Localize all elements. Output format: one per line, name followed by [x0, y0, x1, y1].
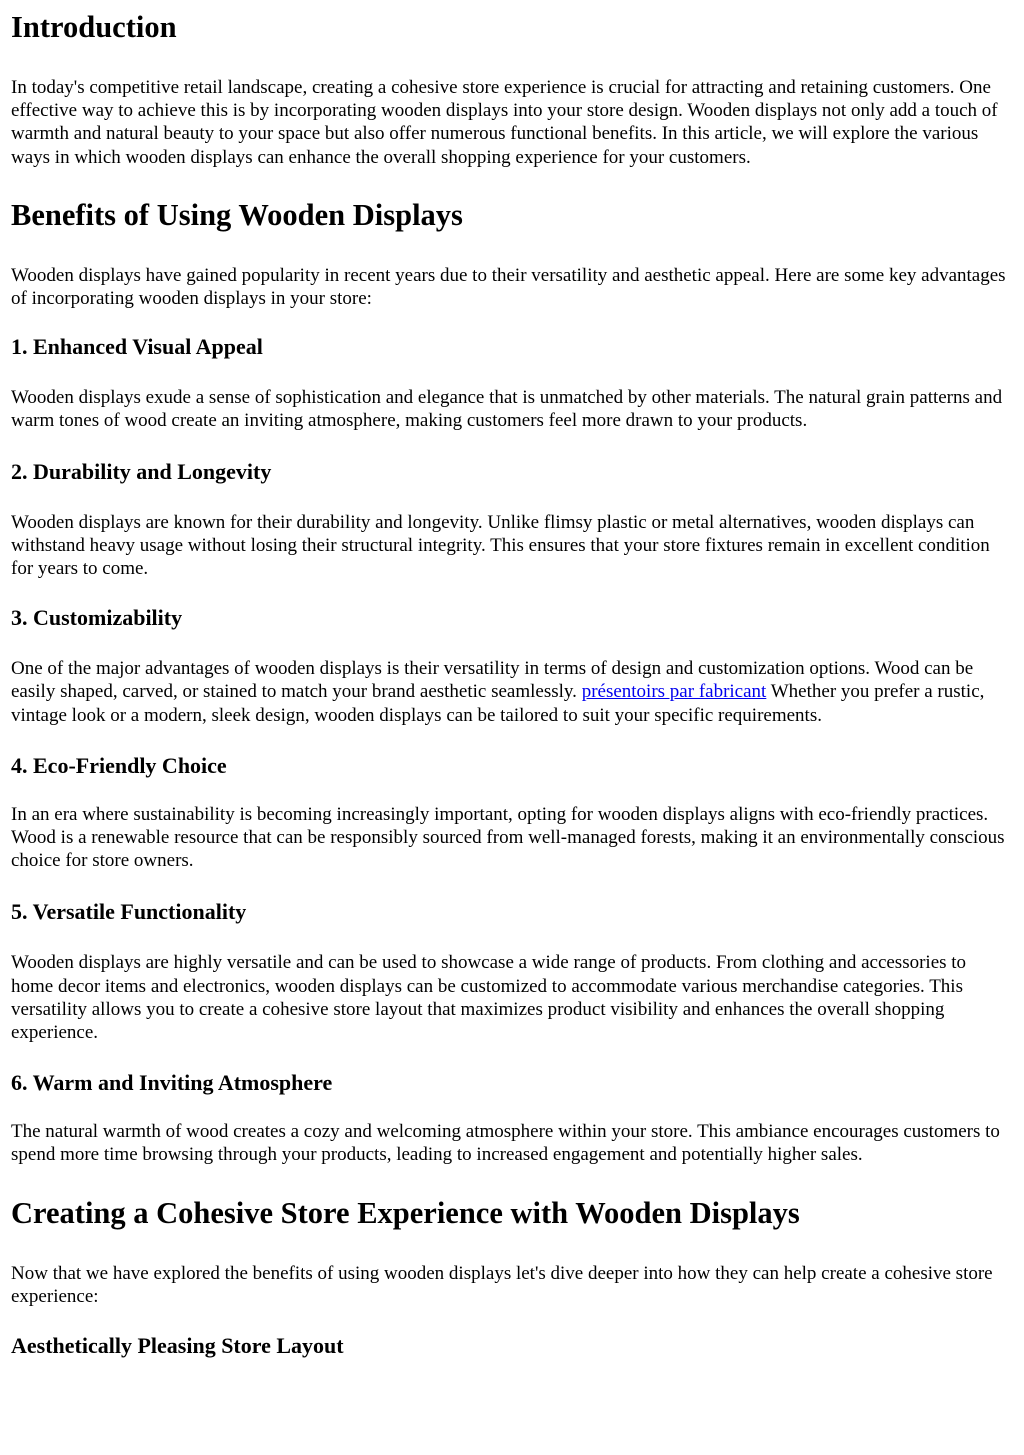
- benefits-paragraph: Wooden displays have gained popularity in recent years due to their versatility and aesthetic appeal. Here are some key advantages of incorporating wooden displays in your store:: [11, 264, 1006, 310]
- benefit-6-text: The natural warmth of wood creates a cozy and welcoming atmosphere within your store. This ambiance encourages customers to spend more time browsing through your products, leading to increased engagement and potentially higher sales.: [11, 1121, 1000, 1166]
- benefit-1-text: Wooden displays exude a sense of sophistication and elegance that is unmatched by other materials. The natural grain patterns and warm tones of wood create an inviting atmosphere, making customers feel more drawn to your products.: [11, 387, 1003, 432]
- benefit-4-title: 4. Eco-Friendly Choice: [11, 752, 227, 778]
- benefit-5-text: Wooden displays are highly versatile and can be used to showcase a wide range of products. From clothing and accessories to home decor items and electronics, wooden displays can be customized to accommodate various merchandise categories. This versatility allows you to create a cohesive store layout that maximizes product visibility and enhances the overall shopping experience.: [11, 952, 967, 1044]
- cohesive-paragraph: Now that we have explored the benefits of using wooden displays let's dive deeper into how they can help create a cohesive store experience:: [11, 1262, 993, 1307]
- benefits-heading: Benefits of Using Wooden Displays: [11, 197, 463, 232]
- benefit-5-title: 5. Versatile Functionality: [11, 899, 247, 925]
- intro-paragraph: In today's competitive retail landscape, creating a cohesive store experience is crucial for attracting and retaining customers. One effective way to achieve this is by incorporating wooden displays into your store design. Wooden displays not only add a touch of warmth and natural beauty to your space but also offer numerous functional benefits. In this article, we will explore the various ways in which wooden displays can enhance the overall shopping experience for your customers.: [11, 77, 998, 168]
- intro-heading: Introduction: [11, 10, 177, 44]
- benefit-6-title: 6. Warm and Inviting Atmosphere: [11, 1070, 333, 1096]
- benefit-4-text: In an era where sustainability is becoming increasingly important, opting for wooden displays aligns with eco-friendly practices. Wood is a renewable resource that can be responsibly sourced from well-managed forests, making it an environmentally conscious choice for store owners.: [11, 803, 1005, 872]
- benefit-2-text: Wooden displays are known for their durability and longevity. Unlike flimsy plastic or metal alternatives, wooden displays can withstand heavy usage without losing their structural integrity. This ensures that your store fixtures remain in excellent condition for years to come.: [11, 511, 990, 580]
- benefit-2-title: 2. Durability and Longevity: [11, 458, 272, 484]
- benefit-3-title: 3. Customizability: [11, 605, 183, 631]
- cohesive-subheading: Aesthetically Pleasing Store Layout: [11, 1333, 344, 1359]
- article: [0, 9, 1024, 1359]
- benefit-3-text-before: One of the major advantages of wooden displays is their versatility in terms of design and customization options. Wood can be easily shaped, carved, or stained to match your brand aesthetic seamlessly.: [11, 658, 974, 703]
- benefit-3-text: [11, 657, 1013, 727]
- benefit-3-text-after: Whether you prefer a rustic, vintage look or a modern, sleek design, wooden displays can be tailored to suit your specific requirements.: [11, 681, 985, 726]
- presentoirs-link[interactable]: présentoirs par fabricant: [581, 681, 767, 703]
- cohesive-heading: Creating a Cohesive Store Experience with Wooden Displays: [11, 1195, 800, 1230]
- benefit-1-title: 1. Enhanced Visual Appeal: [11, 334, 263, 360]
